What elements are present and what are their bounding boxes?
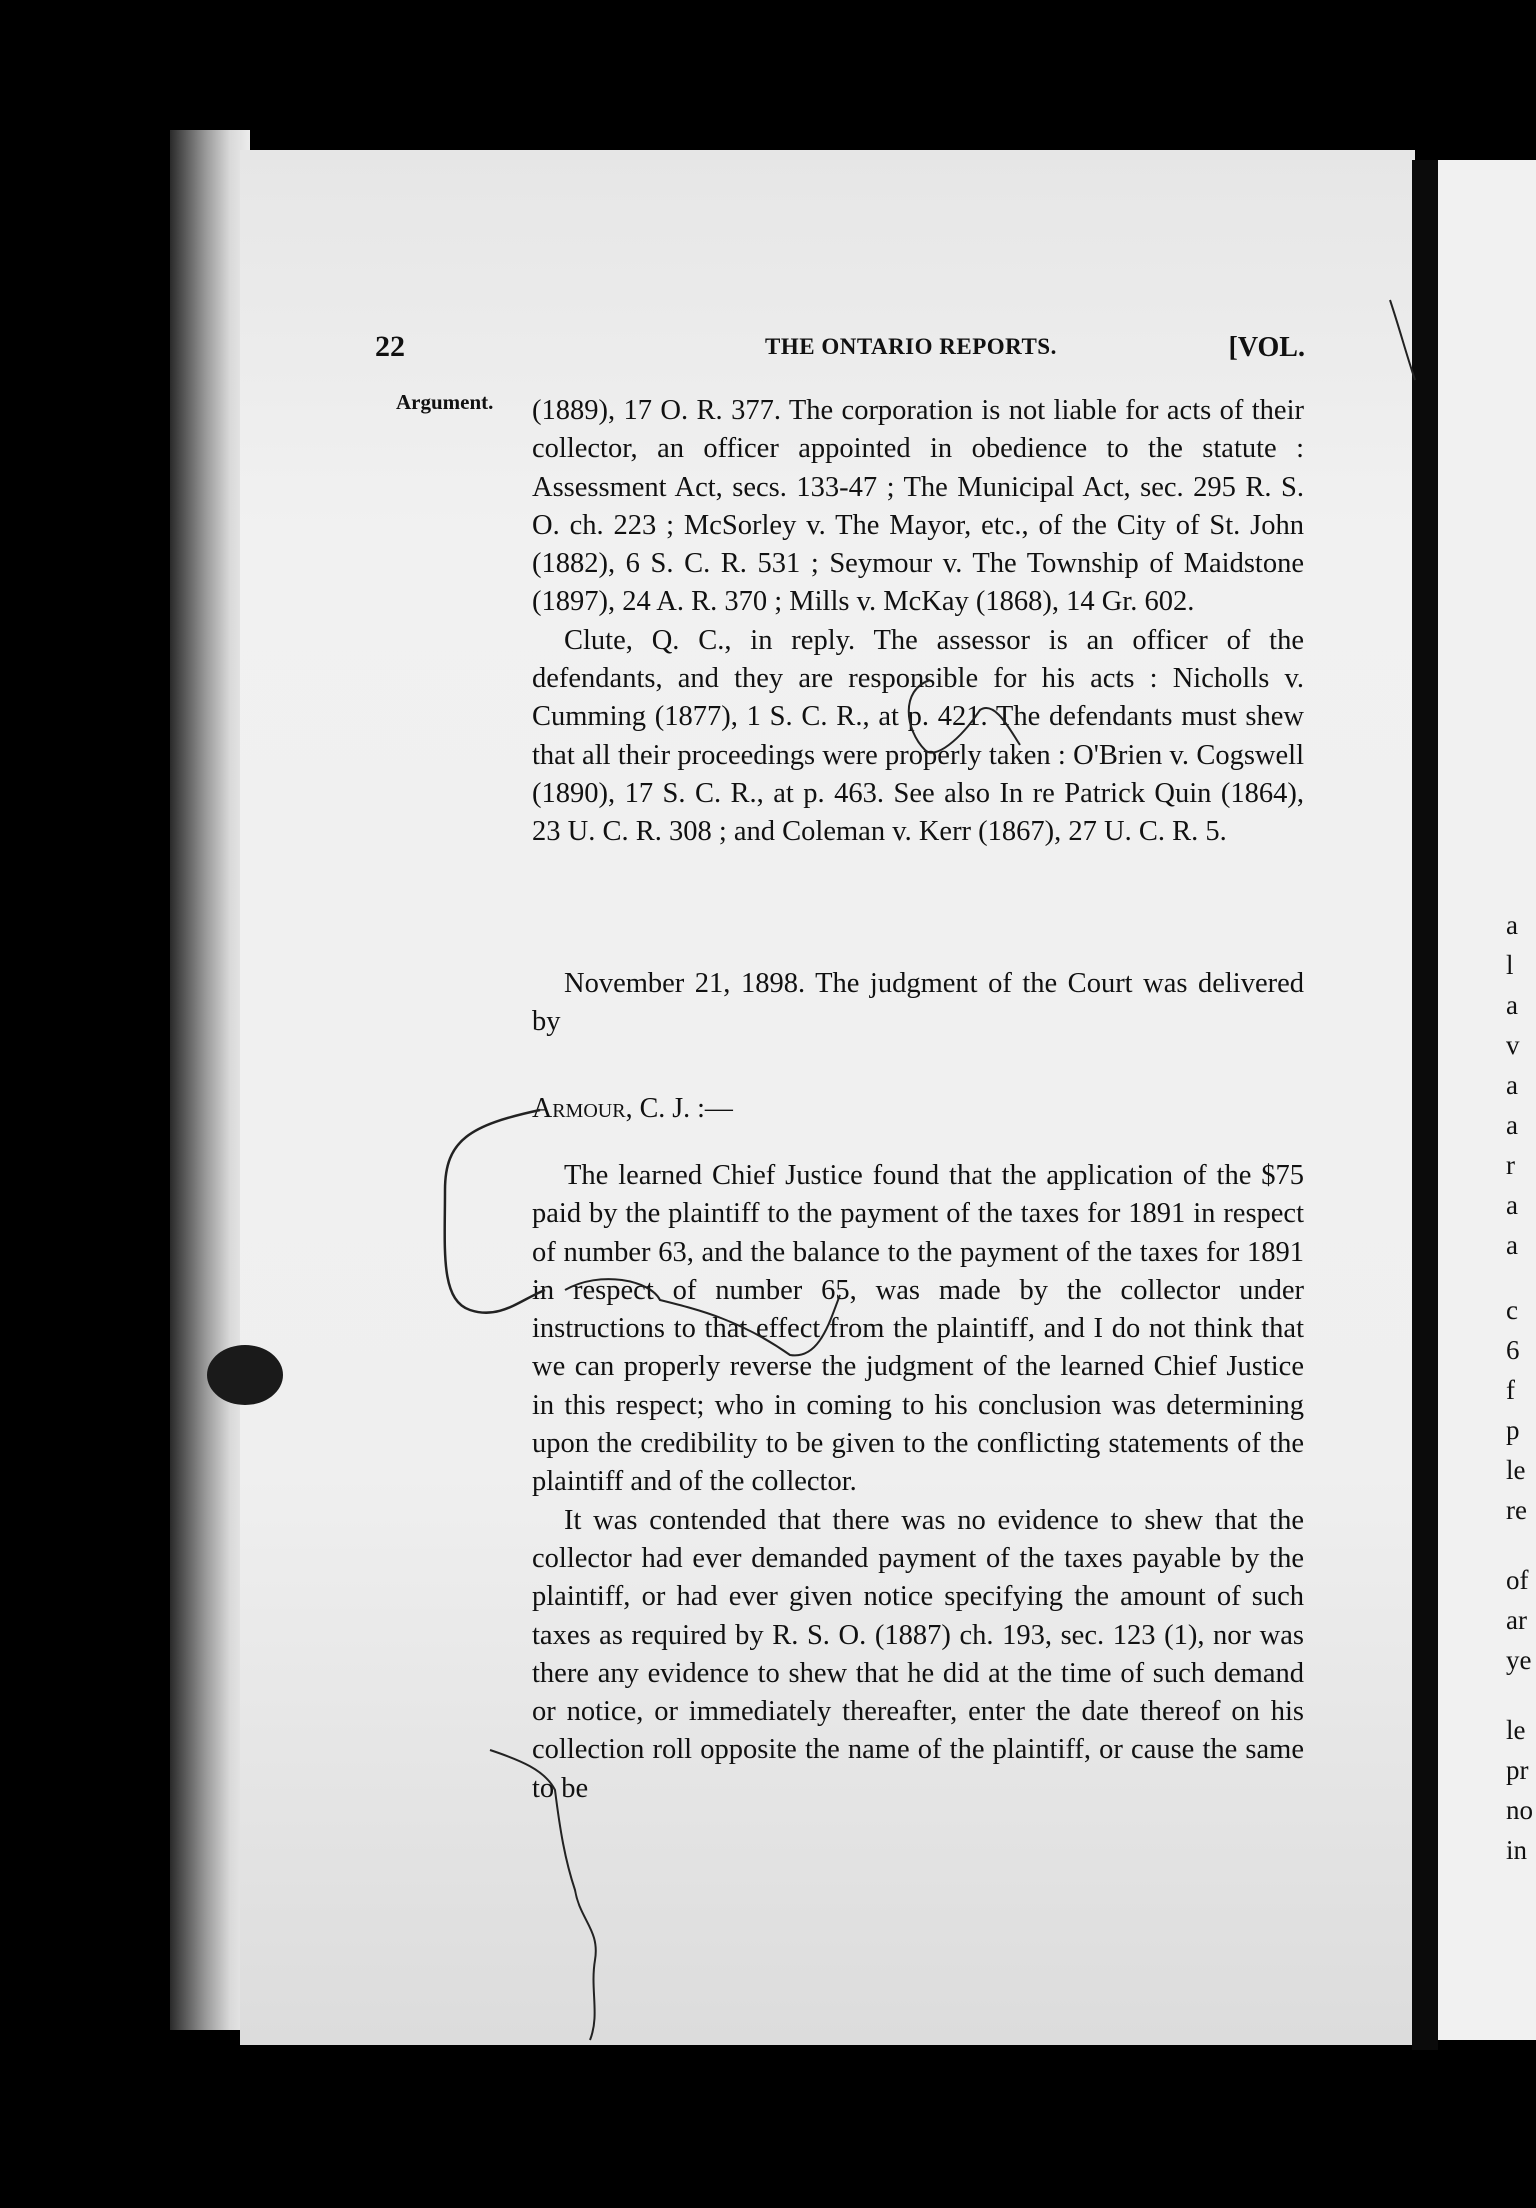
running-head: THE ONTARIO REPORTS. bbox=[765, 334, 1057, 359]
judge-heading: Armour, C. J. :— bbox=[532, 1093, 733, 1124]
margin-note: Argument. bbox=[396, 390, 494, 414]
judge-heading-block bbox=[532, 1090, 1304, 1128]
facing-page-fragment: of bbox=[1506, 1565, 1529, 1595]
facing-page-fragment: pr bbox=[1506, 1755, 1529, 1785]
facing-page-fragment: no bbox=[1506, 1795, 1533, 1825]
facing-page-fragment: a bbox=[1506, 1110, 1518, 1140]
facing-page-fragment: ar bbox=[1506, 1605, 1527, 1635]
facing-page-fragment: le bbox=[1506, 1455, 1526, 1485]
facing-page-fragment: l bbox=[1506, 950, 1514, 980]
judgment-paragraph-2: It was contended that there was no evidence to shew that the collector had ever demanded payment of the taxes payable by the plaintiff, or had ever given notice specifying the amount of such taxes as required by R. S. O. (1887) ch. 193, sec. 123 (1), nor was there any evidence to shew that he did at the time of such demand or notice, or immediately thereafter, enter the date thereof on his collection roll opposite the name of the plaintiff, or cause the same to be bbox=[532, 1504, 1304, 1804]
facing-page-fragment: a bbox=[1506, 990, 1518, 1020]
facing-page-fragment: a bbox=[1506, 1190, 1518, 1220]
facing-page-fragment: re bbox=[1506, 1495, 1527, 1525]
volume-label: [VOL. bbox=[1228, 332, 1305, 363]
facing-page-fragment: in bbox=[1506, 1835, 1528, 1865]
judgment-block bbox=[532, 1157, 1304, 1808]
reply-paragraph: Clute, Q. C., in reply. The assessor is an officer of the defendants, and they are responsible for his acts : Nicholls v. Cumming (1877), 1 S. C. R., at p. 421. The defendants must shew that all their proceedings were properly taken : O'Brien v. Cogswell (1890), 17 S. C. R., at p. 463. See also In re Patrick Quin (1864), 23 U. C. R. 308 ; and Coleman v. Kerr (1867), 27 U. C. R. 5. bbox=[532, 624, 1304, 848]
argument-paragraph: (1889), 17 O. R. 377. The corporation is not liable for acts of their collector, an officer appointed in obedience to the statute : Assessment Act, secs. 133-47 ; The Municipal Act, sec. 295 R. S. O. ch. 223 ; McSorley v. The Mayor, etc., of the City of St. John (1882), 6 S. C. R. 531 ; Seymour v. The Township of Maidstone (1897), 24 A. R. 370 ; Mills v. McKay (1868), 14 Gr. 602. bbox=[532, 395, 1304, 618]
facing-page-fragment: 6 bbox=[1506, 1335, 1520, 1365]
page-header bbox=[375, 330, 1305, 370]
judgment-intro: November 21, 1898. The judgment of the Court was delivered by bbox=[532, 968, 1304, 1038]
book-binding bbox=[170, 130, 250, 2030]
facing-page-fragment: a bbox=[1506, 1070, 1518, 1100]
facing-page-gutter bbox=[1412, 160, 1438, 2050]
facing-page-fragment: c bbox=[1506, 1295, 1518, 1325]
facing-page-fragment: r bbox=[1506, 1150, 1515, 1180]
facing-page-fragment: ye bbox=[1506, 1645, 1532, 1675]
judgment-paragraph-1: The learned Chief Justice found that the application of the $75 paid by the plaintiff to the payment of the taxes for 1891 in respect of number 63, and the balance to the payment of the taxes for 1891 in respect of number 65, was made by the collector under instructions to that effect from the plaintiff, and I do not think that we can properly reverse the judgment of the learned Chief Justice in this respect; who in coming to his conclusion was determining upon the credibility to be given to the conflicting statements of the plaintiff and of the collector. bbox=[532, 1160, 1304, 1498]
page-number: 22 bbox=[375, 330, 405, 363]
argument-block bbox=[532, 392, 1304, 852]
facing-page-fragment: p bbox=[1506, 1415, 1520, 1445]
facing-page-fragment: le bbox=[1506, 1715, 1526, 1745]
facing-page-fragment: f bbox=[1506, 1375, 1515, 1405]
facing-page-fragment: a bbox=[1506, 1230, 1518, 1260]
facing-page-fragment: a bbox=[1506, 910, 1518, 940]
facing-page-fragment: v bbox=[1506, 1030, 1520, 1060]
judgment-intro-block bbox=[532, 965, 1304, 1042]
